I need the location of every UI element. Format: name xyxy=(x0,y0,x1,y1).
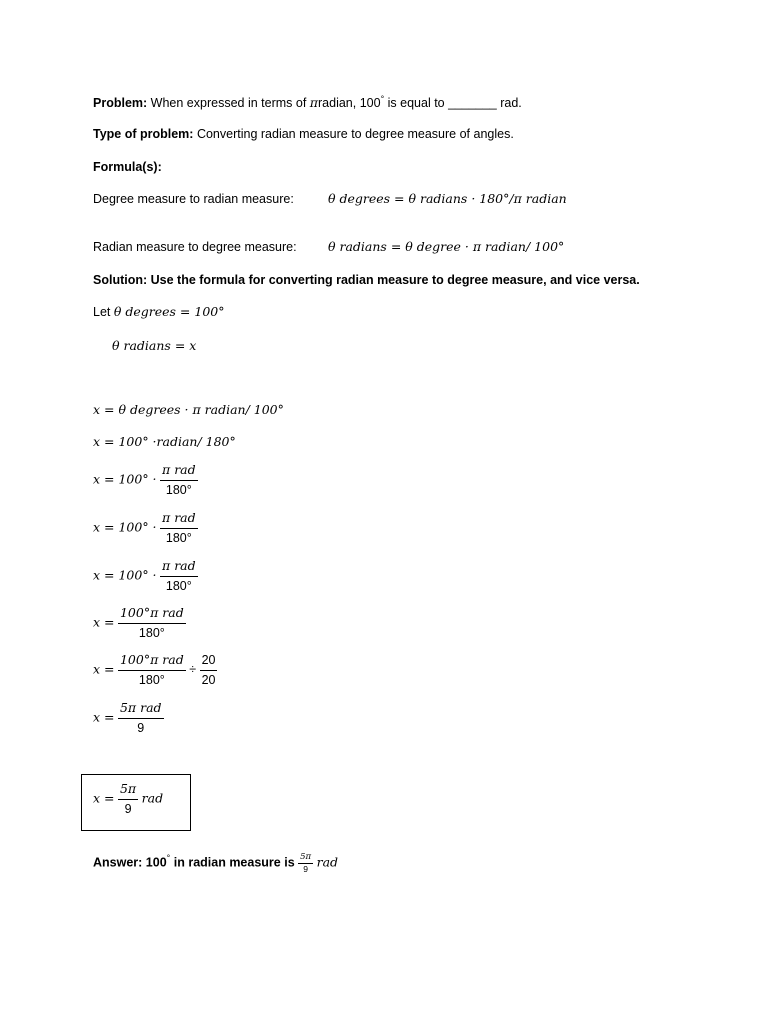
fraction-denominator: 180° xyxy=(165,578,192,593)
fraction-numerator: π rad xyxy=(160,560,198,577)
type-of-problem-text: Converting radian measure to degree measure of angles. xyxy=(196,127,514,141)
step-3-fraction xyxy=(160,464,198,496)
boxed-fraction xyxy=(118,783,138,815)
problem-text-1: When expressed in terms of xyxy=(150,96,310,111)
fraction-numerator: π rad xyxy=(160,464,198,481)
fraction-numerator: 5π rad xyxy=(118,702,164,719)
answer-line xyxy=(93,853,338,873)
type-of-problem-line xyxy=(93,128,514,141)
solution-label: Solution: xyxy=(93,273,148,287)
step-8-lhs: x = xyxy=(93,709,115,725)
fraction-denominator: 9 xyxy=(124,801,132,816)
fraction-numerator: 20 xyxy=(200,654,218,671)
fraction-numerator: 5π xyxy=(118,783,138,800)
step-4-lhs: x = 100° · xyxy=(93,519,157,535)
answer-unit: rad xyxy=(316,854,339,870)
step-5-lhs: x = 100° · xyxy=(93,567,157,583)
solution-line xyxy=(93,274,640,287)
answer-label: Answer: xyxy=(93,855,143,870)
deg-to-rad-formula: θ degrees = θ radians · 180°/π radian xyxy=(328,191,567,206)
fraction-numerator: 5π xyxy=(300,852,312,862)
deg-to-rad-label: Degree measure to radian measure: xyxy=(93,192,294,206)
problem-label: Problem: xyxy=(93,96,148,111)
step-5 xyxy=(93,560,198,592)
step-3 xyxy=(93,464,198,496)
let-prefix: Let xyxy=(93,305,114,319)
solution-text: Use the formula for converting radian measure to degree measure, and vice versa. xyxy=(150,273,640,287)
let-degrees: θ degrees = 100° xyxy=(113,304,225,319)
fraction-denominator: 180° xyxy=(165,530,192,545)
fraction-denominator: 180° xyxy=(138,672,165,687)
formulas-heading: Formula(s): xyxy=(93,160,162,174)
step-4 xyxy=(93,512,198,544)
step-3-lhs: x = 100° · xyxy=(93,471,157,487)
step-6 xyxy=(93,607,186,639)
step-2: x = 100° ·radian/ 180° xyxy=(93,434,236,449)
pi-symbol: π xyxy=(309,95,318,111)
fraction-numerator: 100°π rad xyxy=(118,607,186,624)
step-7-lhs: x = xyxy=(93,661,115,677)
boxed-unit: rad xyxy=(141,790,164,806)
fraction-numerator: 100°π rad xyxy=(118,654,186,671)
fraction-numerator: π rad xyxy=(160,512,198,529)
rad-to-deg-label: Radian measure to degree measure: xyxy=(93,240,297,254)
problem-line xyxy=(93,95,522,110)
answer-text-1: 100 xyxy=(142,855,167,870)
step-5-fraction xyxy=(160,560,198,592)
step-8-fraction xyxy=(118,702,164,734)
boxed-lhs: x = xyxy=(93,790,115,806)
degree-symbol: ° xyxy=(166,853,171,864)
answer-text-2: in radian measure is xyxy=(170,855,299,870)
problem-text-2: radian, 100 xyxy=(318,96,381,111)
problem-text-3: is equal to _______ rad. xyxy=(384,96,522,111)
fraction-denominator: 20 xyxy=(201,672,216,687)
step-1: x = θ degrees · π radian/ 100° xyxy=(93,402,284,417)
step-4-fraction xyxy=(160,512,198,544)
step-7-fraction xyxy=(118,654,186,686)
type-of-problem-label: Type of problem: xyxy=(93,127,194,141)
divide-symbol: ÷ xyxy=(189,662,197,677)
step-6-fraction xyxy=(118,607,186,639)
fraction-denominator: 9 xyxy=(137,720,145,735)
let-line-1 xyxy=(93,306,224,319)
fraction-denominator: 9 xyxy=(303,863,308,874)
fraction-denominator: 180° xyxy=(138,625,165,640)
boxed-result-expression xyxy=(93,783,163,815)
step-8 xyxy=(93,702,164,734)
step-6-lhs: x = xyxy=(93,614,115,630)
let-line-2: θ radians = x xyxy=(112,338,197,353)
step-7 xyxy=(93,654,217,686)
rad-to-deg-formula: θ radians = θ degree · π radian/ 100° xyxy=(328,239,565,254)
degree-symbol: ° xyxy=(380,94,385,104)
answer-fraction xyxy=(298,853,313,873)
step-7-fraction-2 xyxy=(200,654,218,686)
fraction-denominator: 180° xyxy=(165,482,192,497)
